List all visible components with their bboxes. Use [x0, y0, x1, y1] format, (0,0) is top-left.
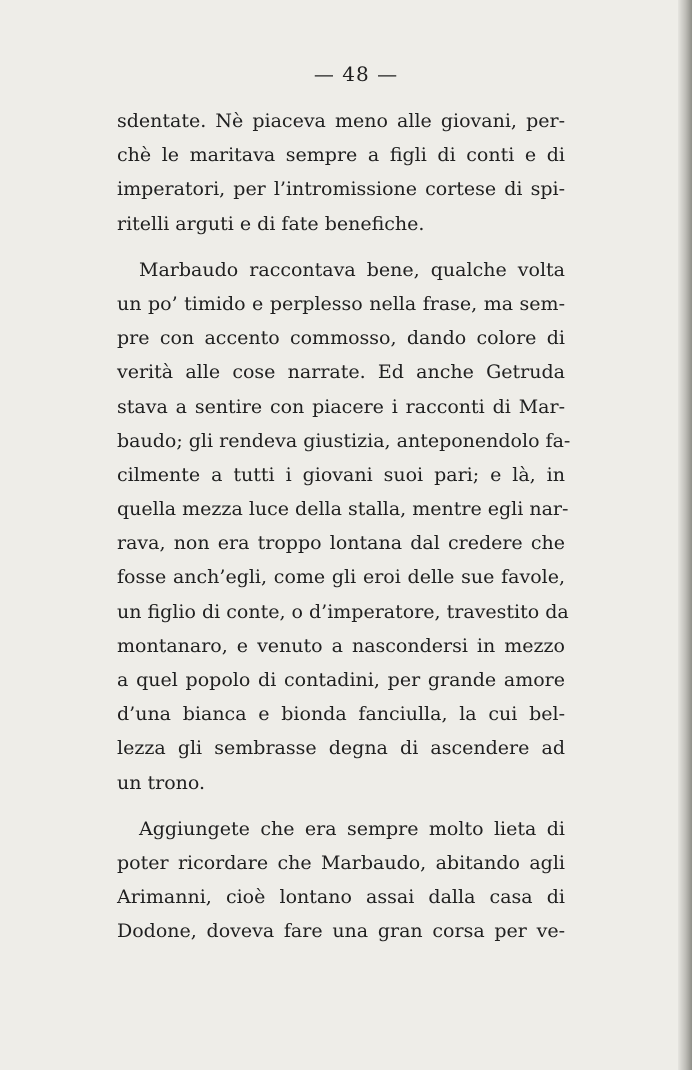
text-line: ritelli arguti e di fate benefiche.: [117, 212, 425, 235]
paragraph-1: [117, 104, 565, 241]
page-number: — 48 —: [313, 62, 399, 86]
text-line: Dodone, doveva fare una gran corsa per ve-: [117, 920, 565, 943]
text-line: pre con accento commosso, dando colore di: [117, 327, 565, 350]
text-line: Arimanni, cioè lontano assai dalla casa di: [117, 886, 565, 909]
text-line: a quel popolo di contadini, per grande amore: [117, 669, 565, 691]
text-line: chè le maritava sempre a figli di conti e di: [117, 144, 565, 167]
text-line: fosse anch’egli, come gli eroi delle sue favole,: [117, 566, 565, 589]
paragraph-2: [117, 253, 571, 800]
text-line: quella mezza luce della stalla, mentre egli nar-: [117, 498, 569, 521]
text-line: verità alle cose narrate. Ed anche Getruda: [117, 361, 565, 384]
text-line: poter ricordare che Marbaudo, abitando agli: [117, 851, 565, 874]
text-line: montanaro, e venuto a nascondersi in mezzo: [117, 634, 565, 657]
text-line: un figlio di conte, o d’imperatore, travestito da: [117, 600, 569, 623]
text-line: sdentate. Nè piaceva meno alle giovani, per-: [117, 110, 565, 132]
text-line: imperatori, per l’intromissione cortese di spi-: [117, 178, 565, 201]
page-edge-shadow: [678, 0, 692, 1070]
paragraph-3: [117, 812, 565, 949]
text-line: baudo; gli rendeva giustizia, anteponendolo fa-: [117, 429, 571, 452]
text-line: Aggiungete che era sempre molto lieta di: [139, 817, 565, 840]
text-line: rava, non era troppo lontana dal credere che: [117, 532, 565, 555]
text-line: lezza gli sembrasse degna di ascendere ad: [117, 737, 565, 760]
text-line: Marbaudo raccontava bene, qualche volta: [139, 258, 565, 281]
text-line: un trono.: [117, 771, 206, 794]
text-line: un po’ timido e perplesso nella frase, ma sem-: [117, 292, 565, 315]
text-line: stava a sentire con piacere i racconti di Mar-: [117, 395, 565, 418]
text-line: d’una bianca e bionda fanciulla, la cui bel-: [117, 703, 565, 726]
body-text: [117, 104, 571, 949]
text-line: cilmente a tutti i giovani suoi pari; e là, in: [117, 463, 565, 486]
